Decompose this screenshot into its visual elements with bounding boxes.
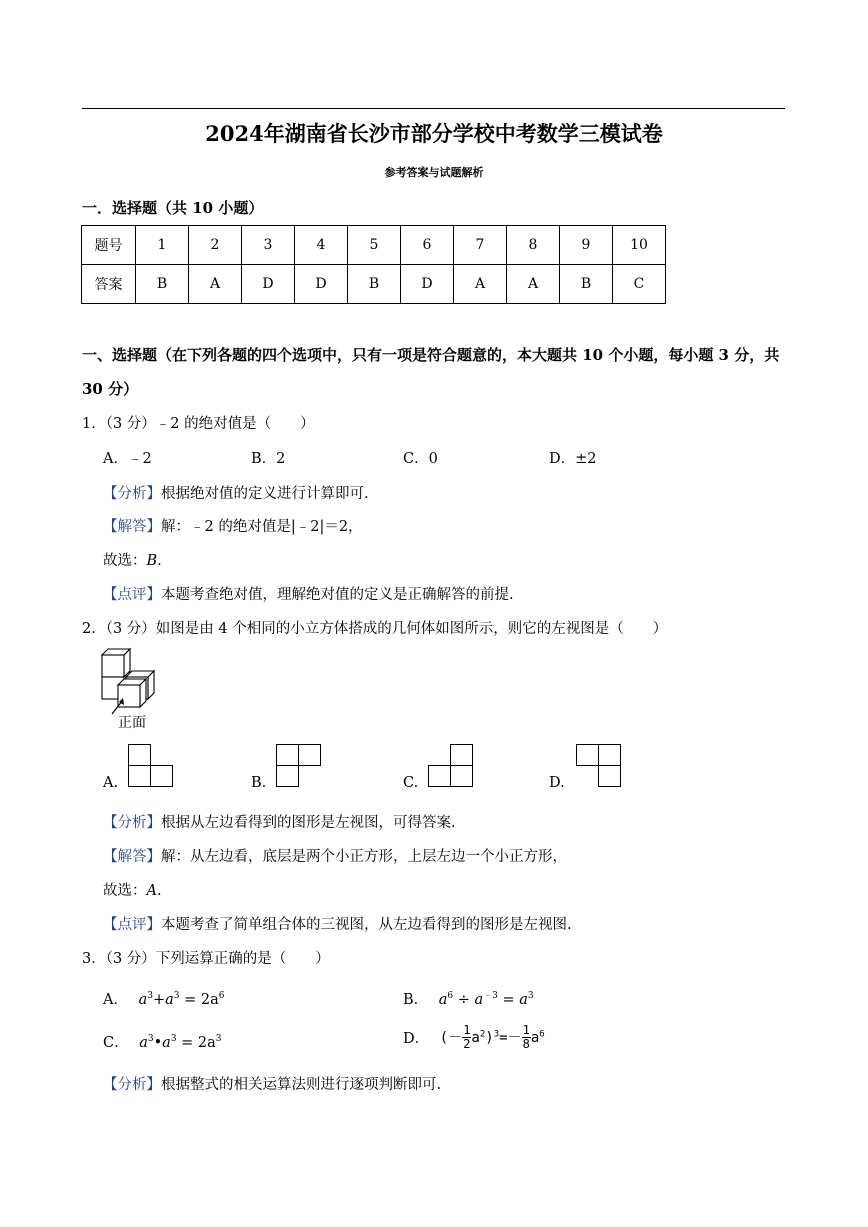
option-d: D．±2 xyxy=(549,451,597,467)
table-cell: D xyxy=(242,265,295,304)
row-label: 题号 xyxy=(82,226,136,265)
table-cell: B xyxy=(348,265,401,304)
solution-line xyxy=(103,515,363,536)
row-label: 答案 xyxy=(82,265,136,304)
table-cell: 6 xyxy=(401,226,454,265)
analysis-line xyxy=(103,1073,441,1094)
option-a: A. xyxy=(103,775,119,791)
option-c xyxy=(103,1031,222,1052)
table-cell: 2 xyxy=(189,226,242,265)
option-a xyxy=(103,988,225,1009)
option-b: B．2 xyxy=(251,451,286,467)
option-a: A．﹣2 xyxy=(103,451,152,467)
table-cell: A xyxy=(454,265,507,304)
table-cell: C xyxy=(613,265,666,304)
comment-text: 本题考查绝对值，理解绝对值的定义是正确解答的前提. xyxy=(161,587,514,603)
analysis-line xyxy=(103,482,369,503)
solution-text: 解：﹣2 的绝对值是|﹣2|＝2， xyxy=(161,519,363,535)
solution-tag: 【解答】 xyxy=(103,849,161,865)
choice-prefix: 故选： xyxy=(103,883,147,899)
solution-line xyxy=(103,845,567,866)
page-title: 2024年湖南省长沙市部分学校中考数学三模试卷 xyxy=(205,121,663,146)
table-cell: 5 xyxy=(348,226,401,265)
option-letter: D． xyxy=(403,1031,430,1047)
table-cell: 1 xyxy=(136,226,189,265)
table-cell: 4 xyxy=(295,226,348,265)
option-c: C．0 xyxy=(403,451,438,467)
comment-text: 本题考查了简单组合体的三视图，从左边看得到的图形是左视图. xyxy=(161,917,572,933)
choice-line xyxy=(103,879,162,900)
section-heading: 一、选择题（在下列各题的四个选项中，只有一项是符合题意的，本大题共 10 个小题，每小题 3 分，共 xyxy=(82,346,780,364)
table-row xyxy=(82,265,666,304)
analysis-text: 根据从左边看得到的图形是左视图，可得答案. xyxy=(161,815,456,831)
option-b: B. xyxy=(251,775,267,791)
table-cell: 10 xyxy=(613,226,666,265)
comment-tag: 【点评】 xyxy=(103,917,161,933)
question-stem: 3．（3 分）下列运算正确的是（ ） xyxy=(82,951,330,967)
section-heading: 一．选择题（共 10 小题） xyxy=(82,199,264,217)
analysis-tag: 【分析】 xyxy=(103,1077,161,1093)
option-formula: (－ $\frac{1}{2}$ $a^2)^3=-$ $\frac{1}{8}$ $a^6$ xyxy=(439,1023,545,1051)
comment-line xyxy=(103,913,572,934)
option-d xyxy=(403,1024,545,1051)
cube-figure xyxy=(98,647,158,709)
front-label: 正面 xyxy=(118,715,146,731)
comment-line xyxy=(103,583,514,604)
solution-tag: 【解答】 xyxy=(103,519,161,535)
section-heading-cont: 30 分） xyxy=(82,380,139,398)
table-cell: A xyxy=(507,265,560,304)
table-cell: D xyxy=(401,265,454,304)
choice-value: B. xyxy=(146,553,162,569)
option-formula: $a^6 \div a^{﹣3} = a^3$ xyxy=(438,991,534,1008)
table-cell: B xyxy=(560,265,613,304)
option-formula: $a^3+a^3 = 2a^6$ xyxy=(138,991,225,1008)
option-letter: B． xyxy=(403,992,429,1008)
table-row xyxy=(82,226,666,265)
solution-text: 解：从左边看，底层是两个小正方形，上层左边一个小正方形， xyxy=(161,849,567,865)
choice-value: A. xyxy=(146,883,162,899)
table-cell: A xyxy=(189,265,242,304)
option-formula: $a^3•a^3 = 2a^3$ xyxy=(139,1034,222,1051)
table-cell: 9 xyxy=(560,226,613,265)
analysis-text: 根据整式的相关运算法则进行逐项判断即可. xyxy=(161,1077,442,1093)
option-c: C. xyxy=(403,775,419,791)
answer-table xyxy=(81,225,666,304)
analysis-tag: 【分析】 xyxy=(103,815,161,831)
page-subtitle: 参考答案与试题解析 xyxy=(384,166,484,179)
choice-line xyxy=(103,549,162,570)
question-stem: 2．（3 分）如图是由 4 个相同的小立方体搭成的几何体如图所示，则它的左视图是（ ） xyxy=(82,621,668,637)
analysis-text: 根据绝对值的定义进行计算即可. xyxy=(161,486,369,502)
option-b xyxy=(403,988,534,1009)
analysis-line xyxy=(103,811,456,832)
option-d: D. xyxy=(549,775,565,791)
table-cell: 7 xyxy=(454,226,507,265)
table-cell: D xyxy=(295,265,348,304)
question-stem: 1．（3 分）﹣2 的绝对值是（ ） xyxy=(82,416,315,432)
header-rule xyxy=(82,108,785,109)
table-cell: 8 xyxy=(507,226,560,265)
analysis-tag: 【分析】 xyxy=(103,486,161,502)
choice-prefix: 故选： xyxy=(103,553,147,569)
table-cell: 3 xyxy=(242,226,295,265)
option-letter: A． xyxy=(103,992,128,1008)
table-cell: B xyxy=(136,265,189,304)
comment-tag: 【点评】 xyxy=(103,587,161,603)
option-letter: C． xyxy=(103,1035,129,1051)
